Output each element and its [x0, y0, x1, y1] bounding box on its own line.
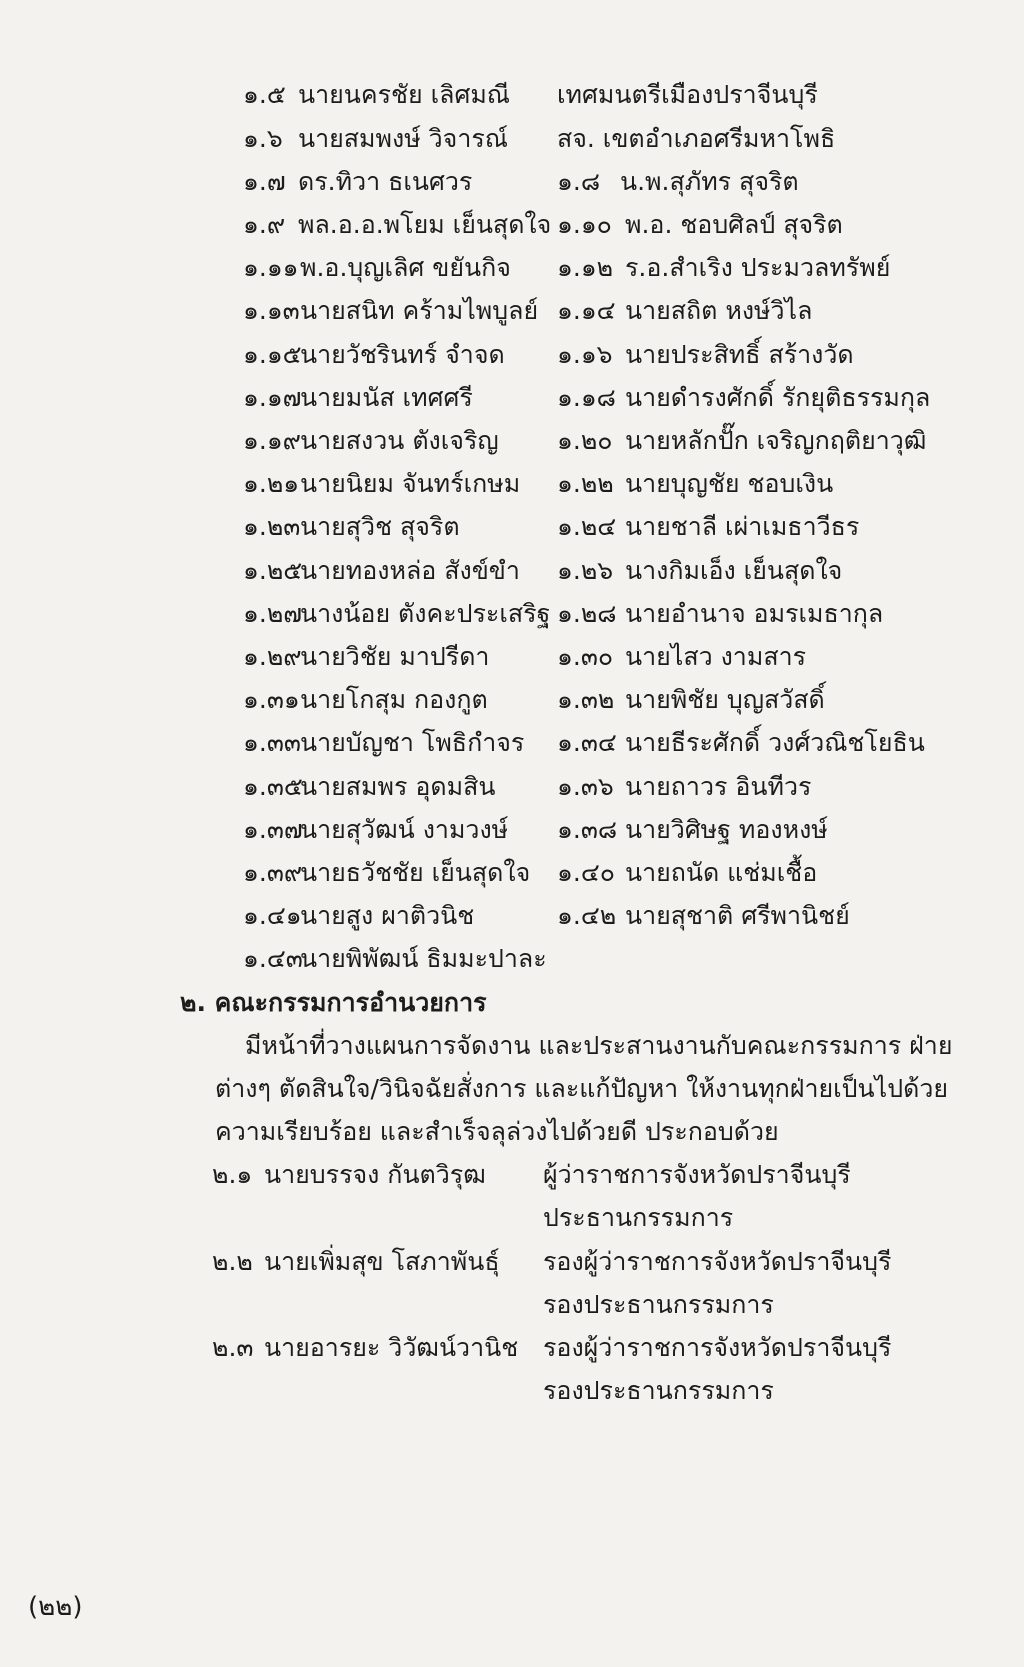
- item-number: ๑.๓๗: [243, 815, 303, 844]
- item-number: ๑.๒๕: [243, 556, 303, 585]
- member-name: น.พ.สุภัทร สุจริต: [620, 167, 799, 196]
- item-number: ๒.๑: [212, 1160, 253, 1189]
- member-name: นายพิชัย บุญสวัสดิ์: [625, 685, 825, 714]
- member-name: นายทองหล่อ สังข์ขำ: [300, 556, 520, 585]
- member-role: รองประธานกรรมการ: [543, 1290, 774, 1319]
- item-number: ๑.๘: [557, 167, 601, 196]
- member-position: เทศมนตรีเมืองปราจีนบุรี: [557, 80, 818, 109]
- item-number: ๑.๓๖: [557, 772, 614, 801]
- member-name: นายอารยะ วิวัฒน์วานิช: [264, 1333, 519, 1362]
- member-name: นายมนัส เทศศรี: [300, 383, 473, 412]
- item-number: ๑.๑๒: [557, 253, 614, 282]
- item-number: ๑.๓๕: [243, 772, 303, 801]
- member-name: นายบรรจง กันตวิรุฒ: [264, 1160, 486, 1189]
- member-name: นายนิยม จันทร์เกษม: [300, 469, 521, 498]
- section-heading: ๒. คณะกรรมการอำนวยการ: [180, 988, 487, 1017]
- item-number: ๑.๒๗: [243, 599, 303, 628]
- member-name: นายไสว งามสาร: [625, 642, 807, 671]
- item-number: ๑.๒๓: [243, 512, 301, 541]
- item-number: ๑.๙: [243, 210, 286, 239]
- member-name: นายสมพงษ์ วิจารณ์: [298, 124, 508, 153]
- item-number: ๑.๒๔: [557, 512, 617, 541]
- member-name: พล.อ.อ.พโยม เย็นสุดใจ: [298, 210, 552, 239]
- member-name: นายธวัชชัย เย็นสุดใจ: [300, 858, 531, 887]
- member-name: นายสงวน ตังเจริญ: [300, 426, 499, 455]
- item-number: ๑.๑๖: [557, 340, 613, 369]
- member-name: นางน้อย ตังคะประเสริฐ: [300, 599, 551, 628]
- item-number: ๒.๓: [212, 1333, 254, 1362]
- member-role: รองประธานกรรมการ: [543, 1376, 774, 1405]
- member-name: นายสุวัฒน์ งามวงษ์: [300, 815, 509, 844]
- item-number: ๑.๒๙: [243, 642, 302, 671]
- member-name: พ.อ. ชอบศิลป์ สุจริต: [625, 210, 843, 239]
- paragraph-line: ต่างๆ ตัดสินใจ/วินิจฉัยสั่งการ และแก้ปัญหา ให้งานทุกฝ่ายเป็นไปด้วย: [215, 1074, 949, 1103]
- member-name: นายบัญชา โพธิกำจร: [300, 728, 525, 757]
- item-number: ๑.๑๑: [243, 253, 299, 282]
- item-number: ๑.๗: [243, 167, 286, 196]
- item-number: ๑.๑๗: [243, 383, 302, 412]
- item-number: ๑.๓๐: [557, 642, 614, 671]
- member-name: นายวิศิษฐ ทองหงษ์: [625, 815, 828, 844]
- member-position: รองผู้ว่าราชการจังหวัดปราจีนบุรี: [543, 1333, 892, 1362]
- member-name: นายดำรงศักดิ์ รักยุติธรรมกุล: [625, 383, 931, 412]
- item-number: ๑.๑๕: [243, 340, 302, 369]
- paragraph-line: มีหน้าที่วางแผนการจัดงาน และประสานงานกับคณะกรรมการ ฝ่าย: [245, 1031, 953, 1060]
- member-name: ร.อ.สำเริง ประมวลทรัพย์: [625, 253, 891, 282]
- item-number: ๑.๕: [243, 80, 286, 109]
- item-number: ๑.๒๒: [557, 469, 614, 498]
- item-number: ๑.๑๘: [557, 383, 616, 412]
- member-name: ดร.ทิวา ธเนศวร: [298, 167, 473, 196]
- item-number: ๑.๑๔: [557, 296, 616, 325]
- member-name: นายธีระศักดิ์ วงศ์วณิชโยธิน: [625, 728, 925, 757]
- member-name: นายบุญชัย ชอบเงิน: [625, 469, 834, 498]
- member-name: นายสนิท คร้ามไพบูลย์: [300, 296, 539, 325]
- page-number: (๒๒): [28, 1592, 83, 1622]
- item-number: ๑.๔๐: [557, 858, 615, 887]
- member-name: นายอำนาจ อมรเมธากุล: [625, 599, 884, 628]
- member-name: นายวัชรินทร์ จำจด: [300, 340, 505, 369]
- item-number: ๑.๔๓: [243, 944, 303, 973]
- item-number: ๑.๓๒: [557, 685, 615, 714]
- member-role: ประธานกรรมการ: [543, 1203, 734, 1232]
- member-name: นายสุวิช สุจริต: [300, 512, 460, 541]
- item-number: ๑.๓๘: [557, 815, 618, 844]
- member-name: นายโกสุม กองกูต: [300, 685, 488, 714]
- member-name: นายสมพร อุดมสิน: [300, 772, 496, 801]
- item-number: ๑.๓๔: [557, 728, 617, 757]
- item-number: ๑.๓๓: [243, 728, 301, 757]
- member-name: นางกิมเอ็ง เย็นสุดใจ: [625, 556, 843, 585]
- item-number: ๑.๑๓: [243, 296, 300, 325]
- item-number: ๑.๑๙: [243, 426, 301, 455]
- member-name: นายเพิ่มสุข โสภาพันธุ์: [264, 1247, 500, 1276]
- item-number: ๑.๖: [243, 124, 283, 153]
- member-name: นายพิพัฒน์ ธิมมะปาละ: [300, 944, 547, 973]
- item-number: ๑.๑๐: [557, 210, 612, 239]
- item-number: ๑.๒๐: [557, 426, 613, 455]
- item-number: ๑.๔๑: [243, 901, 302, 930]
- member-name: นายถนัด แช่มเชื้อ: [625, 858, 818, 887]
- paragraph-line: ความเรียบร้อย และสำเร็จลุล่วงไปด้วยดี ประกอบด้วย: [215, 1117, 779, 1146]
- item-number: ๑.๓๑: [243, 685, 300, 714]
- member-name: นายสูง ผาติวนิช: [300, 901, 475, 930]
- item-number: ๑.๒๘: [557, 599, 617, 628]
- item-number: ๑.๒๑: [243, 469, 300, 498]
- item-number: ๑.๒๖: [557, 556, 614, 585]
- member-position: สจ. เขตอำเภอศรีมหาโพธิ: [557, 124, 836, 153]
- member-name: นายหลักปั๊ก เจริญกฤติยาวุฒิ: [625, 426, 927, 455]
- member-name: นายถาวร อินทีวร: [625, 772, 812, 801]
- member-name: นายวิชัย มาปรีดา: [300, 642, 490, 671]
- member-position: รองผู้ว่าราชการจังหวัดปราจีนบุรี: [543, 1247, 892, 1276]
- member-name: นายสถิต หงษ์วิไล: [625, 296, 813, 325]
- member-name: นายนครชัย เลิศมณี: [298, 80, 510, 109]
- item-number: ๒.๒: [212, 1247, 253, 1276]
- member-name: นายชาลี เผ่าเมธาวีธร: [625, 512, 860, 541]
- item-number: ๑.๓๙: [243, 858, 303, 887]
- member-name: นายประสิทธิ์ สร้างวัด: [625, 340, 854, 369]
- item-number: ๑.๔๒: [557, 901, 617, 930]
- member-name: พ.อ.บุญเลิศ ขยันกิจ: [300, 253, 511, 282]
- member-name: นายสุชาติ ศรีพานิชย์: [625, 901, 850, 930]
- member-position: ผู้ว่าราชการจังหวัดปราจีนบุรี: [543, 1160, 851, 1189]
